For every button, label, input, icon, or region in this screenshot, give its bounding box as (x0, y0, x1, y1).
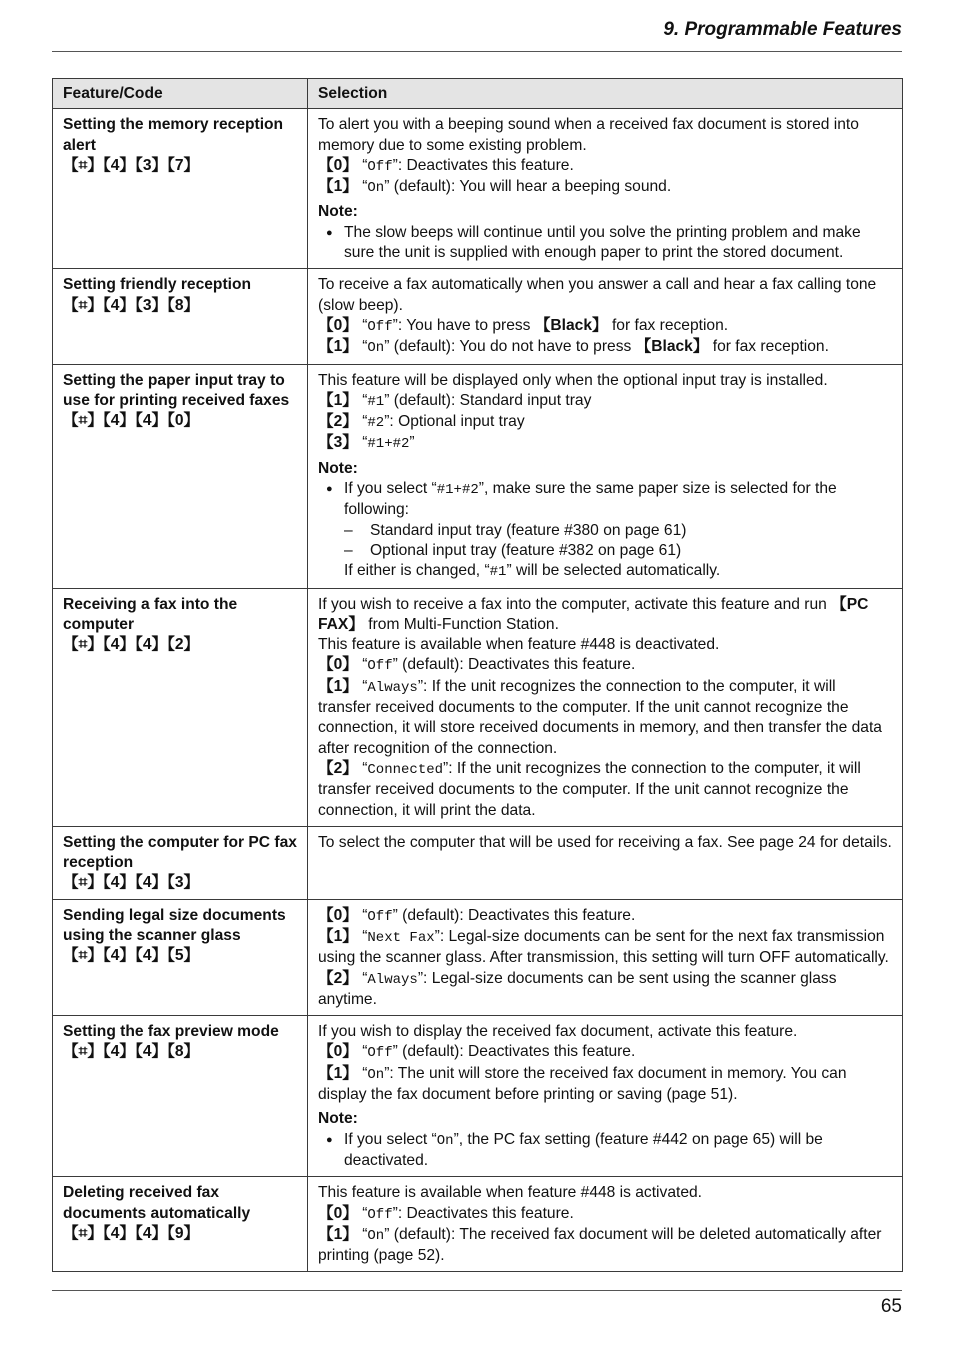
note-label: Note: (318, 1110, 358, 1128)
option-line: 【3】 “#1+#2” (318, 434, 415, 453)
selection-cell (308, 1016, 903, 1177)
selection-intro: This feature will be displayed only when the optional input tray is installed. (318, 371, 828, 389)
note-bullet: ● The slow beeps will continue until you solve the printing problem and make sure the unit is supplied with enough paper to print the stored document. (318, 223, 892, 264)
selection-cell (308, 588, 903, 826)
selection-cell (308, 269, 903, 364)
selection-intro: This feature is available when feature #448 is activated. (318, 1184, 703, 1202)
feature-cell (53, 826, 308, 899)
feature-name: Setting the fax preview mode (63, 1023, 279, 1041)
feature-code: 【⌗】【4】【3】【8】 (63, 296, 200, 314)
feature-code: 【⌗】【4】【4】【3】 (63, 874, 200, 892)
option-line: 【1】 “Always”: If the unit recognizes the connection to the computer, it will transfer received documents to the computer. If the unit cannot recognize the connection, it will store received documents in memory, and then transfer the data after recognition of the connection. (318, 677, 882, 757)
feature-name: Setting the paper input tray to use for printing received faxes (63, 371, 290, 409)
table-row (53, 826, 903, 899)
note-bullet: ● If you select “On”, the PC fax setting (feature #442 on page 65) will be deactivated. (318, 1130, 892, 1172)
feature-cell (53, 269, 308, 364)
feature-cell (53, 1177, 308, 1272)
feature-name: Sending legal size documents using the scanner glass (63, 906, 286, 944)
feature-cell (53, 588, 308, 826)
option-line: 【2】 “#2”: Optional input tray (318, 413, 525, 432)
note-bullet: ● If you select “#1+#2”, make sure the same paper size is selected for the following: (318, 479, 892, 521)
selection-intro: To receive a fax automatically when you answer a call and hear a fax calling tone (slow beep). (318, 276, 877, 314)
option-line: 【1】 “Next Fax”: Legal-size documents can be sent for the next fax transmission using the scanner glass. After transmission, this setting will turn OFF automatically. (318, 927, 889, 967)
option-line: 【2】 “Connected”: If the unit recognizes the connection to the computer, it will transfer received documents to the computer. If the unit cannot recognize the connection, it will print the data. (318, 759, 861, 819)
note-followup: If either is changed, “#1” will be selected automatically. (344, 562, 721, 581)
table-row (53, 364, 903, 588)
feature-name: Deleting received fax documents automatically (63, 1184, 251, 1222)
selection-intro: If you wish to receive a fax into the computer, activate this feature and run 【PC FAX】 from Multi-Function Station. (318, 595, 869, 633)
table-row (53, 109, 903, 269)
selection-cell (308, 899, 903, 1015)
feature-code: 【⌗】【4】【4】【5】 (63, 947, 200, 965)
feature-code: 【⌗】【4】【4】【8】 (63, 1043, 200, 1061)
option-line: 【0】 “Off” (default): Deactivates this feature. (318, 656, 636, 675)
table-row (53, 269, 903, 364)
feature-name: Setting the memory reception alert (63, 116, 284, 154)
option-line: 【0】 “Off” (default): Deactivates this feature. (318, 906, 636, 925)
selection-cell (308, 364, 903, 588)
feature-code: 【⌗】【4】【3】【7】 (63, 156, 200, 174)
option-line: 【0】 “Off”: Deactivates this feature. (318, 1204, 574, 1223)
option-line: 【0】 “Off” (default): Deactivates this feature. (318, 1043, 636, 1062)
table-row (53, 899, 903, 1015)
option-line: 【0】 “Off”: You have to press 【Black】 for fax reception. (318, 316, 729, 335)
selection-cell (308, 826, 903, 899)
option-line: 【2】 “Always”: Legal-size documents can be sent using the scanner glass anytime. (318, 969, 837, 1008)
feature-cell (53, 1016, 308, 1177)
feature-name: Setting the computer for PC fax reception (63, 833, 297, 872)
option-line: 【1】 “#1” (default): Standard input tray (318, 391, 592, 410)
feature-cell (53, 109, 308, 269)
table-row (53, 1177, 903, 1272)
note-dash-item: – Standard input tray (feature #380 on page 61) (318, 521, 892, 541)
option-line: 【0】 “Off”: Deactivates this feature. (318, 156, 574, 175)
feature-name: Receiving a fax into the computer (63, 595, 238, 633)
feature-code: 【⌗】【4】【4】【0】 (63, 412, 200, 430)
option-line: 【1】 “On” (default): You will hear a beeping sound. (318, 178, 672, 197)
feature-table (52, 78, 903, 1272)
selection-intro: To alert you with a beeping sound when a received fax document is stored into memory due to some existing problem. (318, 116, 859, 154)
option-line: 【1】 “On” (default): The received fax document will be deleted automatically after printing (page 52). (318, 1225, 882, 1265)
feature-cell (53, 899, 308, 1015)
note-label: Note: (318, 459, 358, 477)
feature-code: 【⌗】【4】【4】【2】 (63, 636, 200, 654)
page-number: 65 (880, 1296, 902, 1317)
selection-intro: This feature is available when feature #448 is deactivated. (318, 636, 720, 654)
footer-divider (52, 1290, 902, 1291)
column-header-selection: Selection (308, 79, 903, 109)
selection-cell (308, 109, 903, 269)
column-header-feature: Feature/Code (53, 79, 308, 109)
section-title: 9. Programmable Features (663, 19, 902, 40)
table-header-row (53, 79, 903, 109)
selection-intro: To select the computer that will be used for receiving a fax. See page 24 for details. (318, 833, 892, 851)
selection-cell (308, 1177, 903, 1272)
header-divider (52, 51, 902, 52)
option-line: 【1】 “On” (default): You do not have to press 【Black】 for fax reception. (318, 338, 829, 357)
table-row (53, 1016, 903, 1177)
note-label: Note: (318, 203, 358, 221)
option-line: 【1】 “On”: The unit will store the received fax document in memory. You can display the fax document before printing or saving (page 51). (318, 1064, 847, 1104)
selection-intro: If you wish to display the received fax document, activate this feature. (318, 1023, 798, 1041)
feature-cell (53, 364, 308, 588)
feature-code: 【⌗】【4】【4】【9】 (63, 1224, 200, 1242)
note-dash-item: – Optional input tray (feature #382 on page 61) (318, 541, 892, 561)
table-row (53, 588, 903, 826)
feature-name: Setting friendly reception (63, 276, 252, 294)
